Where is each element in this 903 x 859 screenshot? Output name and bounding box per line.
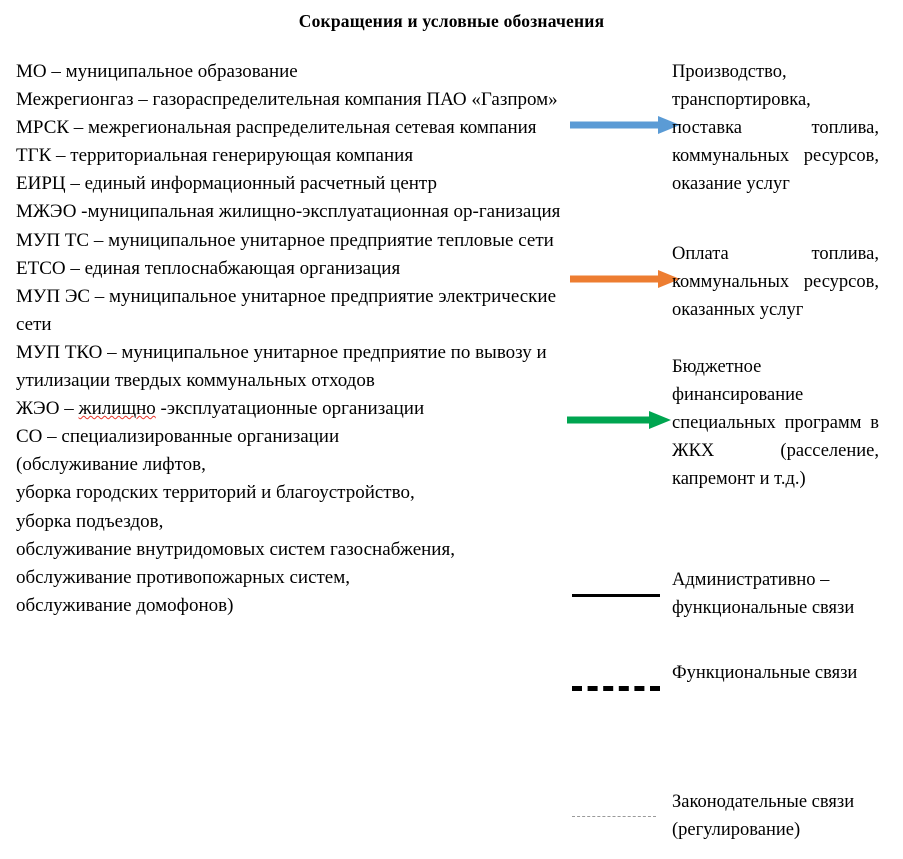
abbreviation-mo: МО – муниципальное образование (16, 61, 298, 82)
abbreviation-so: СО – специализированные организации (16, 426, 340, 448)
abbreviation-mup-ts: МУП ТС – муниципальное унитарное предприятие тепловые сети (16, 229, 554, 251)
legend-label-fuel-supply: Производство, транспортировка, поставка топлива, коммунальных ресурсов, оказание услуг (672, 62, 879, 195)
abbreviation-tgk: ТГК – территориальная генерирующая компания (16, 145, 414, 167)
abbreviation-mrg: Межрегионгаз – газораспределительная компания ПАО «Газпром» (16, 89, 558, 111)
so-service-item-6: обслуживание домофонов) (16, 594, 234, 616)
orange-arrow-icon (570, 269, 682, 289)
so-service-item-2: уборка городских территорий и благоустройство, (16, 482, 415, 504)
abbreviation-mrsk: МРСК – межрегиональная распределительная сетевая компания (16, 117, 537, 139)
legend-label-legislative: Законодательные связи (регулирование) (672, 792, 855, 841)
abbreviation-mup-tko: МУП ТКО – муниципальное унитарное предприятие по вывозу и утилизации твердых коммунальных отходов (16, 341, 547, 392)
legend-label-fuel-payment: Оплата топлива, коммунальных ресурсов, оказанных услуг (672, 244, 879, 321)
so-service-item-3: уборка подъездов, (16, 510, 164, 532)
page-title: Сокращения и условные обозначения (298, 11, 605, 31)
legend-label-budget-financing: Бюджетное финансирование специальных программ в ЖКХ (расселение, капремонт и т.д.) (672, 357, 879, 490)
dotted-line-icon (572, 816, 656, 817)
solid-line-icon (572, 594, 660, 597)
so-service-item-1: (обслуживание лифтов, (16, 454, 206, 476)
so-service-item-4: обслуживание внутридомовых систем газоснабжения, (16, 538, 455, 560)
green-arrow-icon (567, 410, 673, 430)
abbreviation-mup-es: МУП ЭС – муниципальное унитарное предприятие электрические сети (16, 285, 556, 335)
spellcheck-misspelled-word: жилищно (78, 398, 156, 420)
abbreviation-jeo: ЖЭО – жилищно -эксплуатационные организации (16, 398, 425, 420)
legend-label-admin-functional: Административно – функциональные связи (672, 570, 855, 619)
abbreviation-eirc: ЕИРЦ – единый информационный расчетный центр (16, 173, 437, 195)
dashed-line-icon (572, 686, 660, 691)
blue-arrow-icon (570, 115, 682, 135)
so-service-item-5: обслуживание противопожарных систем, (16, 566, 351, 588)
abbreviation-etso: ЕТСО – единая теплоснабжающая организация (16, 257, 401, 279)
abbreviation-mjeo: МЖЭО -муниципальная жилищно-эксплуатационная ор-ганизация (16, 201, 561, 223)
abbreviations-list (16, 58, 561, 620)
legend-label-functional: Функциональные связи (672, 663, 858, 683)
